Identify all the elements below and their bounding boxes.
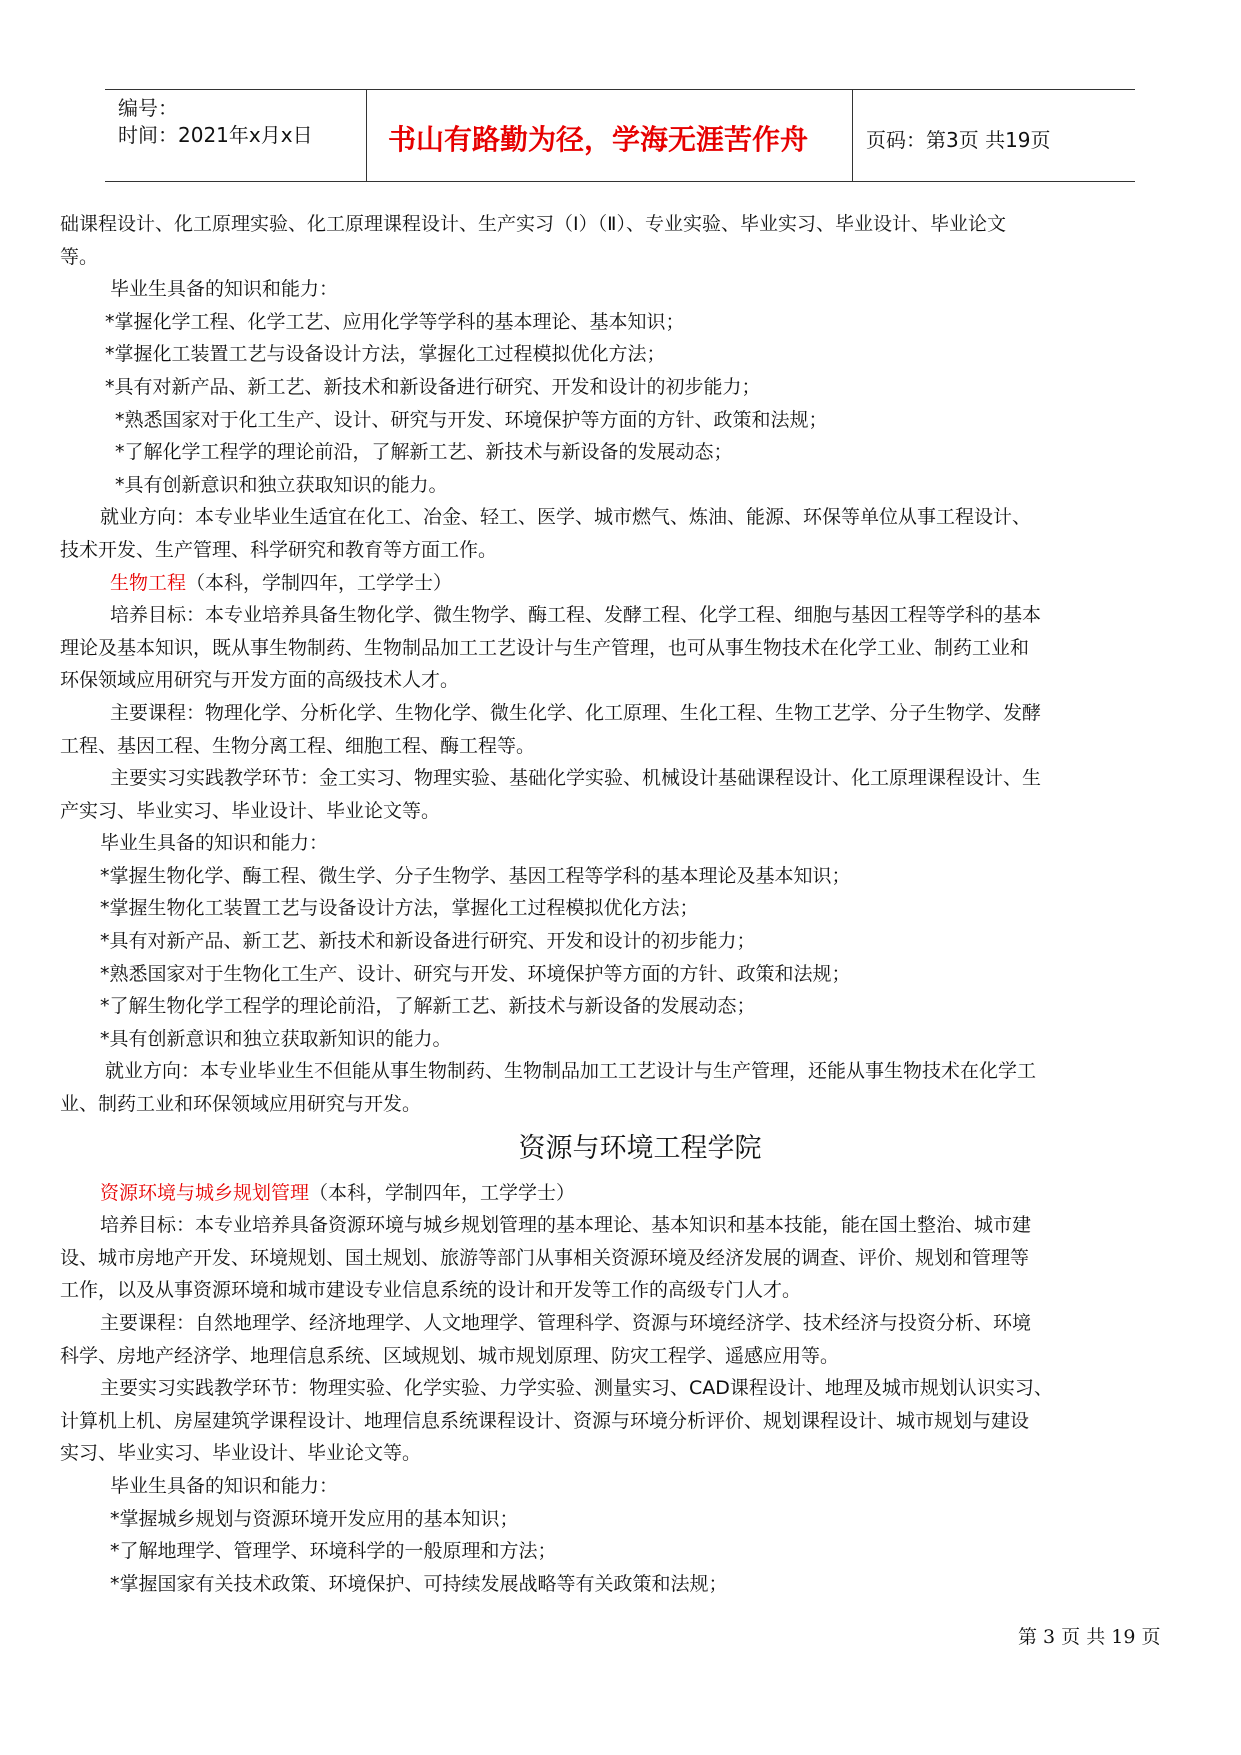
text-line: 培养目标：本专业培养具备资源环境与城乡规划管理的基本理论、基本知识和基本技能，能在国土整治、城市建 <box>100 1214 1032 1237</box>
document-time-label: 时间：2021年x月x日 <box>118 123 313 147</box>
header-top-rule <box>105 89 1135 90</box>
list-item: *了解地理学、管理学、环境科学的一般原理和方法； <box>110 1540 557 1563</box>
list-item: *熟悉国家对于生物化工生产、设计、研究与开发、环境保护等方面的方针、政策和法规； <box>100 962 851 985</box>
list-item: *掌握化工装置工艺与设备设计方法，掌握化工过程模拟优化方法； <box>105 343 666 366</box>
knowledge-ability-heading: 毕业生具备的知识和能力： <box>110 1474 339 1497</box>
text-line: 业、制药工业和环保领域应用研究与开发。 <box>60 1093 422 1116</box>
major-heading-bio <box>60 567 1190 600</box>
major-info: （本科，学制四年，工学学士） <box>186 571 453 594</box>
list-item: *掌握国家有关技术政策、环境保护、可持续发展战略等有关政策和法规； <box>110 1572 728 1595</box>
list-item: *掌握城乡规划与资源环境开发应用的基本知识； <box>110 1507 519 1530</box>
list-item: *具有对新产品、新工艺、新技术和新设备进行研究、开发和设计的初步能力； <box>100 930 756 953</box>
page-code-label: 页码：第3页 共19页 <box>866 128 1051 152</box>
text-line: 工作，以及从事资源环境和城市建设专业信息系统的设计和开发等工作的高级专门人才。 <box>60 1279 802 1302</box>
knowledge-ability-heading: 毕业生具备的知识和能力： <box>100 832 329 855</box>
list-item: *了解生物化学工程学的理论前沿，了解新工艺、新技术与新设备的发展动态； <box>100 995 756 1018</box>
list-item: *了解化学工程学的理论前沿，了解新工艺、新技术与新设备的发展动态； <box>115 441 733 464</box>
knowledge-ability-heading: 毕业生具备的知识和能力： <box>110 278 339 301</box>
text-line: 就业方向：本专业毕业生不但能从事生物制药、生物制品加工工艺设计与生产管理，还能从事生物技术在化学工 <box>105 1060 1037 1083</box>
document-body <box>60 208 1190 1600</box>
text-line: 产实习、毕业实习、毕业设计、毕业论文等。 <box>60 799 441 822</box>
section-title: 资源与环境工程学院 <box>518 1132 762 1164</box>
text-line: 培养目标：本专业培养具备生物化学、微生物学、酶工程、发酵工程、化学工程、细胞与基因工程等学科的基本 <box>110 604 1042 627</box>
text-line: 主要课程：自然地理学、经济地理学、人文地理学、管理科学、资源与环境经济学、技术经济与投资分析、环境 <box>100 1312 1032 1334</box>
text-line: 主要实习实践教学环节：金工实习、物理实验、基础化学实验、机械设计基础课程设计、化工原理课程设计、生 <box>110 767 1042 790</box>
list-item: *具有创新意识和独立获取知识的能力。 <box>115 473 448 496</box>
header-motto: 书山有路勤为径，学海无涯苦作舟 <box>388 123 809 156</box>
major-name: 资源环境与城乡规划管理 <box>100 1181 310 1204</box>
text-line: 计算机上机、房屋建筑学课程设计、地理信息系统课程设计、资源与环境分析评价、规划课程设计、城市规划与建设 <box>60 1409 1030 1432</box>
text-line: 就业方向：本专业毕业生适宜在化工、冶金、轻工、医学、城市燃气、炼油、能源、环保等单位从事工程设计、 <box>100 506 1032 529</box>
text-line: 设、城市房地产开发、环境规划、国土规划、旅游等部门从事相关资源环境及经济发展的调查、评价、规划和管理等 <box>60 1246 1030 1269</box>
list-item: *掌握化学工程、化学工艺、应用化学等学科的基本理论、基本知识； <box>105 310 685 333</box>
text-line: 工程、基因工程、生物分离工程、细胞工程、酶工程等。 <box>60 734 536 757</box>
text-line: 主要课程：物理化学、分析化学、生物化学、微生化学、化工原理、生化工程、生物工艺学、分子生物学、发酵 <box>110 701 1042 724</box>
text-line: 础课程设计、化工原理实验、化工原理课程设计、生产实习（Ⅰ）（Ⅱ）、专业实验、毕业实习、毕业设计、毕业论文 <box>60 213 1006 235</box>
header-divider-right <box>852 90 853 182</box>
text-line: 环保领域应用研究与开发方面的高级技术人才。 <box>60 669 460 692</box>
major-heading-resources <box>60 1177 1190 1210</box>
list-item: *具有创新意识和独立获取新知识的能力。 <box>100 1027 452 1050</box>
header-divider-left <box>366 90 367 182</box>
document-number-label: 编号： <box>118 96 178 120</box>
list-item: *掌握生物化学、酶工程、微生学、分子生物学、基因工程等学科的基本理论及基本知识； <box>100 864 851 887</box>
major-name: 生物工程 <box>110 571 187 594</box>
text-line: 实习、毕业实习、毕业设计、毕业论文等。 <box>60 1442 422 1465</box>
text-line: 等。 <box>60 245 99 268</box>
list-item: *熟悉国家对于化工生产、设计、研究与开发、环境保护等方面的方针、政策和法规； <box>115 408 828 431</box>
major-info: （本科，学制四年，工学学士） <box>309 1181 576 1204</box>
header-bottom-rule <box>105 181 1135 182</box>
page-footer: 第 3 页 共 19 页 <box>1018 1626 1161 1648</box>
text-line: 技术开发、生产管理、科学研究和教育等方面工作。 <box>60 538 498 561</box>
text-line: 科学、房地产经济学、地理信息系统、区域规划、城市规划原理、防灾工程学、遥感应用等。 <box>60 1344 840 1367</box>
list-item: *掌握生物化工装置工艺与设备设计方法，掌握化工过程模拟优化方法； <box>100 897 699 920</box>
text-line: 主要实习实践教学环节：物理实验、化学实验、力学实验、测量实习、CAD课程设计、地理及城市规划认识实习、 <box>100 1377 1053 1400</box>
text-line: 理论及基本知识，既从事生物制药、生物制品加工工艺设计与生产管理，也可从事生物技术在化学工业、制药工业和 <box>60 636 1030 659</box>
list-item: *具有对新产品、新工艺、新技术和新设备进行研究、开发和设计的初步能力； <box>105 375 761 398</box>
